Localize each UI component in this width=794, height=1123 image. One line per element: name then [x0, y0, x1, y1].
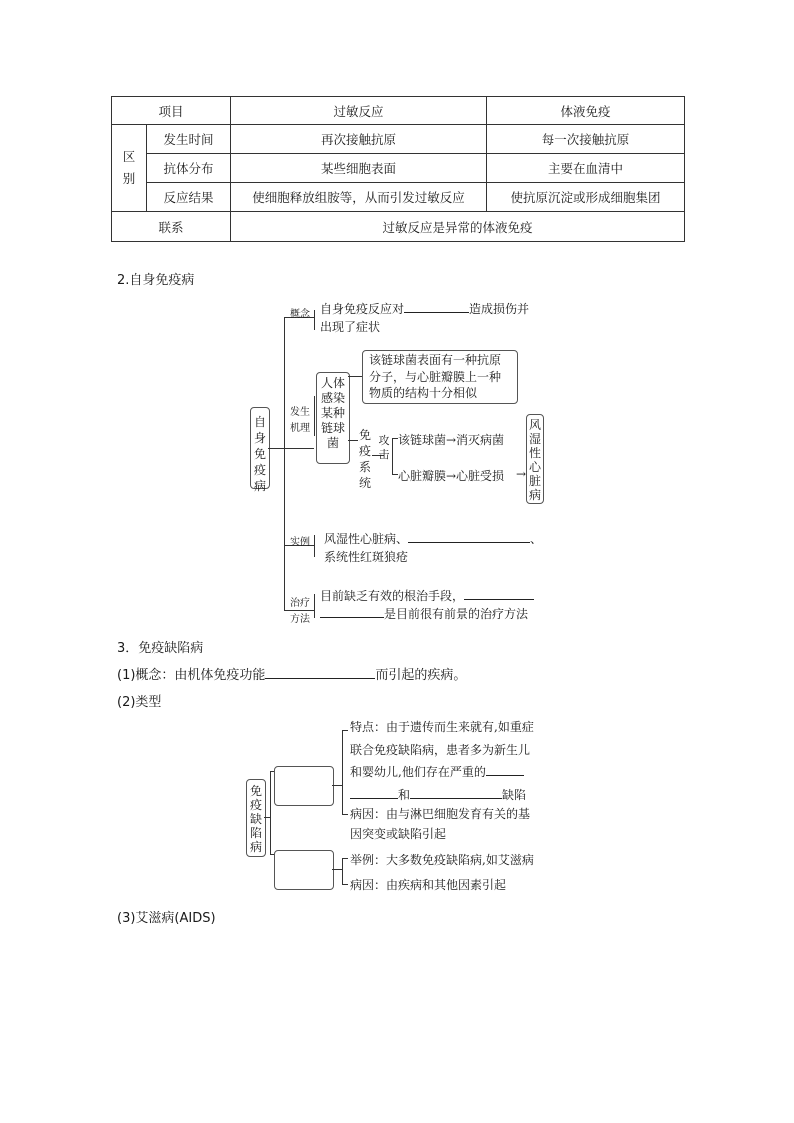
- mechanism-label1: 发生: [290, 407, 310, 418]
- section3-types-title: (2)类型: [117, 695, 162, 710]
- arrow-icon: →: [516, 467, 527, 481]
- type2-cause: 病因：由疾病和其他因素引起: [350, 878, 507, 892]
- autoimmune-root-label: 自身免疫病: [253, 415, 266, 493]
- table-cell: 每一次接触抗原: [487, 125, 685, 154]
- row-label: 反应结果: [147, 183, 231, 212]
- table-cell: 使抗原沉淀或形成细胞集团: [487, 183, 685, 212]
- example-label: 实例: [290, 537, 310, 548]
- bracket-line: [342, 730, 343, 814]
- type1-cause: 病因：由与淋巴细胞发育有关的基 因突变或缺陷引起: [350, 807, 531, 841]
- connector: [284, 448, 314, 449]
- antigen-note: 该链球菌表面有一种抗原 分子，与心脏瓣膜上一种 物质的结构十分相似: [369, 353, 502, 400]
- bracket-line: [314, 594, 315, 618]
- bracket-line: [314, 396, 315, 436]
- immune-system-label: 免疫系统: [358, 428, 371, 490]
- type1-feature: 特点：由于遗传而生来就有,如重症 联合免疫缺陷病，患者多为新生儿 和婴幼儿,他们存在严重的 和 缺陷: [350, 720, 534, 802]
- attack-path-bacteria: 该链球菌→消灭病菌: [398, 433, 505, 447]
- bracket-line: [270, 771, 271, 854]
- treatment-line2: 是目前很有前景的治疗方法: [320, 605, 528, 622]
- link-text: 过敏反应是异常的体液免疫: [231, 212, 685, 242]
- infection-label: 人体感染某种链球菌: [320, 376, 345, 450]
- table-cell: 主要在血清中: [487, 154, 685, 183]
- treatment-label1: 治疗: [290, 598, 310, 609]
- bracket-line: [342, 858, 343, 884]
- bracket-line: [392, 438, 393, 474]
- fill-blank: [408, 530, 530, 543]
- treatment-label2: 方法: [290, 614, 310, 625]
- type1-answer-box: [274, 766, 334, 806]
- type2-example: 举例：大多数免疫缺陷病,如艾滋病: [350, 853, 534, 867]
- connector: [268, 448, 284, 449]
- section3-concept: (1)概念：由机体免疫功能 而引起的疾病。: [117, 664, 466, 683]
- connector: [332, 869, 342, 870]
- table-cell: 再次接触抗原: [231, 125, 487, 154]
- connector: [332, 785, 342, 786]
- row-label: 发生时间: [147, 125, 231, 154]
- header-item: 项目: [112, 97, 231, 125]
- connector: [342, 814, 348, 815]
- section3-title: 3．免疫缺陷病: [117, 641, 204, 656]
- attack-label: 攻击: [378, 434, 390, 461]
- result-label: 风湿性心脏病: [528, 418, 541, 502]
- difference-label: 区 别: [112, 125, 147, 212]
- fill-blank: [350, 786, 398, 799]
- autoimmune-root-box: [250, 407, 270, 493]
- type2-answer-box: [274, 850, 334, 890]
- result-box: [526, 414, 544, 504]
- connector: [348, 376, 362, 377]
- bracket-line: [314, 535, 315, 557]
- header-humoral: 体液免疫: [487, 97, 685, 125]
- concept-line1: 自身免疫反应对 造成损伤并: [320, 302, 530, 316]
- attack-path-heart: 心脏瓣膜→心脏受损: [398, 469, 505, 483]
- treatment-line1: 目前缺乏有效的根治手段，: [320, 587, 534, 604]
- bracket-line: [284, 317, 285, 610]
- header-allergy: 过敏反应: [231, 97, 487, 125]
- aids-title: (3)艾滋病(AIDS): [117, 911, 216, 926]
- mechanism-label2: 机理: [290, 423, 310, 434]
- immunodeficiency-root-box: [246, 779, 266, 857]
- fill-blank: [464, 587, 534, 600]
- connector: [342, 884, 348, 885]
- fill-blank: [265, 665, 375, 679]
- comparison-table: [111, 96, 685, 242]
- fill-blank: [486, 763, 524, 776]
- link-label: 联系: [112, 212, 231, 242]
- section2-title: 2.自身免疫病: [117, 273, 195, 288]
- antigen-note-box: [362, 350, 518, 404]
- fill-blank: [404, 300, 469, 313]
- bracket-line: [314, 310, 315, 330]
- example-line2: 系统性红斑狼疮: [324, 550, 409, 564]
- immunodeficiency-root-label: 免疫缺陷病: [249, 784, 262, 854]
- concept-label: 概念: [290, 309, 310, 320]
- infection-box: [316, 372, 350, 464]
- connector: [342, 858, 348, 859]
- row-label: 抗体分布: [147, 154, 231, 183]
- example-line1: 风湿性心脏病、 、: [324, 532, 543, 546]
- connector: [348, 440, 358, 441]
- connector: [342, 730, 348, 731]
- concept-line2: 出现了症状: [320, 320, 381, 334]
- fill-blank: [320, 605, 384, 618]
- table-cell: 使细胞释放组胺等，从而引发过敏反应: [231, 183, 487, 212]
- table-cell: 某些细胞表面: [231, 154, 487, 183]
- fill-blank: [410, 786, 502, 799]
